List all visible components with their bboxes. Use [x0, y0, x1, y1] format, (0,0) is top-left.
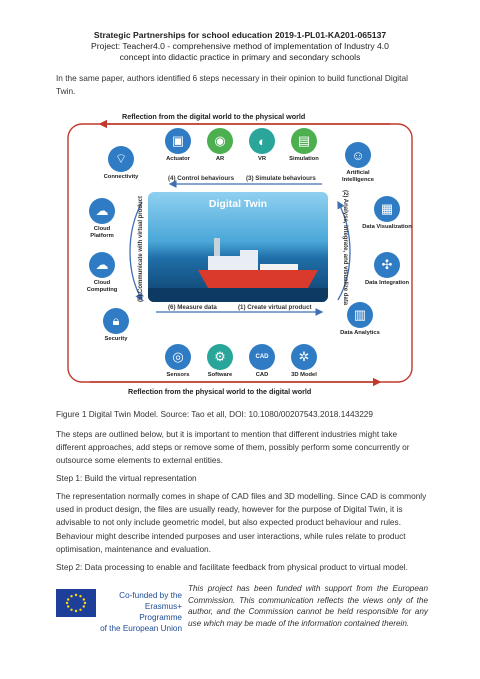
chart-icon: ▦: [374, 196, 400, 222]
node-data-visualization: ▦ Data Visualization: [362, 196, 412, 231]
node-data-analytics: ▥ Data Analytics: [336, 302, 384, 337]
flow-measure-data: (6) Measure data: [168, 304, 217, 311]
ai-robot-icon: ☺: [345, 142, 371, 168]
digital-twin-ship-image: [148, 192, 328, 302]
wifi-icon: ⌔: [108, 146, 134, 172]
digital-twin-title: Digital Twin: [208, 198, 268, 210]
eu-cofunded-text: Co-funded by the Erasmus+ Programme of the European Union: [100, 591, 182, 633]
cloud-icon: ☁: [89, 198, 115, 224]
bottom-caption: Reflection from the physical world to the digital world: [128, 387, 312, 396]
node-3d-model: ✲ 3D Model: [284, 344, 324, 379]
step2-heading: Step 2: Data processing to enable and facilitate feedback from physical product to virtual model.: [56, 562, 408, 572]
flow-analyse: (2) Analyse, integrate, and visualize data: [342, 190, 348, 306]
flow-simulate-behaviours: (3) Simulate behaviours: [246, 175, 316, 182]
node-cloud-computing: ☁ Cloud Computing: [82, 252, 122, 293]
node-ai: ☺ Artificial Intelligence: [334, 142, 382, 183]
simulation-icon: ▤: [291, 128, 317, 154]
figure-caption: Figure 1 Digital Twin Model. Source: Tao et all, DOI: 10.1080/00207543.2018.1443229: [56, 409, 374, 419]
vr-headset-icon: ◐: [249, 128, 275, 154]
node-data-integration: ✣ Data Integration: [362, 252, 412, 287]
integration-icon: ✣: [374, 252, 400, 278]
node-security: 🔒︎ Security: [96, 308, 136, 343]
flow-communicate: (5) Communicate with virtual product: [138, 195, 144, 302]
paragraph-steps-outline: The steps are outlined below, but it is important to mention that different industries might take different approaches, add steps or remove some of them, possibly perform some concurrently or outsource some elements to external entities.: [56, 429, 410, 466]
node-cloud-platform: ☁ Cloud Platform: [82, 198, 122, 239]
lock-icon: 🔒︎: [103, 308, 129, 334]
header-project-line: Project: Teacher4.0 - comprehensive method of implementation of Industry 4.0: [91, 41, 389, 51]
header-title: Strategic Partnerships for school education 2019-1-PL01-KA201-065137: [93, 30, 387, 40]
node-software: ⚙ Software: [200, 344, 240, 379]
eu-stars: [56, 589, 96, 617]
3d-model-icon: ✲: [291, 344, 317, 370]
sensor-icon: ◎: [165, 344, 191, 370]
software-gear-icon: ⚙: [207, 344, 233, 370]
top-caption: Reflection from the digital world to the physical world: [122, 112, 306, 121]
ar-icon: ◉: [207, 128, 233, 154]
digital-twin-figure: [60, 112, 420, 396]
node-vr: ◐ VR: [242, 128, 282, 163]
funding-disclaimer: This project has been funded with support from the European Commission. This communication reflects the views only of the author, and the Commission cannot be held responsible for any use which may be made of the information contained therein.: [188, 584, 428, 628]
analytics-icon: ▥: [347, 302, 373, 328]
flow-create-virtual-product: (1) Create virtual product: [238, 304, 312, 311]
intro-paragraph: In the same paper, authors identified 6 steps necessary in their opinion to build functional Digital Twin.: [56, 73, 408, 97]
actuator-icon: ▣: [165, 128, 191, 154]
cloud-computing-icon: ☁: [89, 252, 115, 278]
eu-flag-logo: [56, 589, 96, 617]
header-project-line-2: concept into didactic practice in primary and secondary schools: [119, 52, 361, 62]
ship-illustration: [148, 192, 328, 302]
node-sensors: ◎ Sensors: [158, 344, 198, 379]
node-ar: ◉ AR: [200, 128, 240, 163]
node-cad: CAD CAD: [242, 344, 282, 379]
node-connectivity: ⌔ Connectivity: [96, 146, 146, 181]
flow-control-behaviours: (4) Control behaviours: [168, 175, 235, 182]
paragraph-representation: The representation normally comes in shape of CAD files and 3D modelling. Since CAD is commonly used in product design, the files are usually ready, however for the purpose of Digital Twin, it is advisable to not only include geometric model, but also expected product behaviour and rules. Behaviour might describe intended purposes and user interactions, while rules relate to product optimisation, maintenance and evaluation.: [56, 491, 427, 554]
step1-heading: Step 1: Build the virtual representation: [56, 473, 197, 483]
cad-icon: CAD: [249, 344, 275, 370]
node-actuator: ▣ Actuator: [158, 128, 198, 163]
node-simulation: ▤ Simulation: [284, 128, 324, 163]
